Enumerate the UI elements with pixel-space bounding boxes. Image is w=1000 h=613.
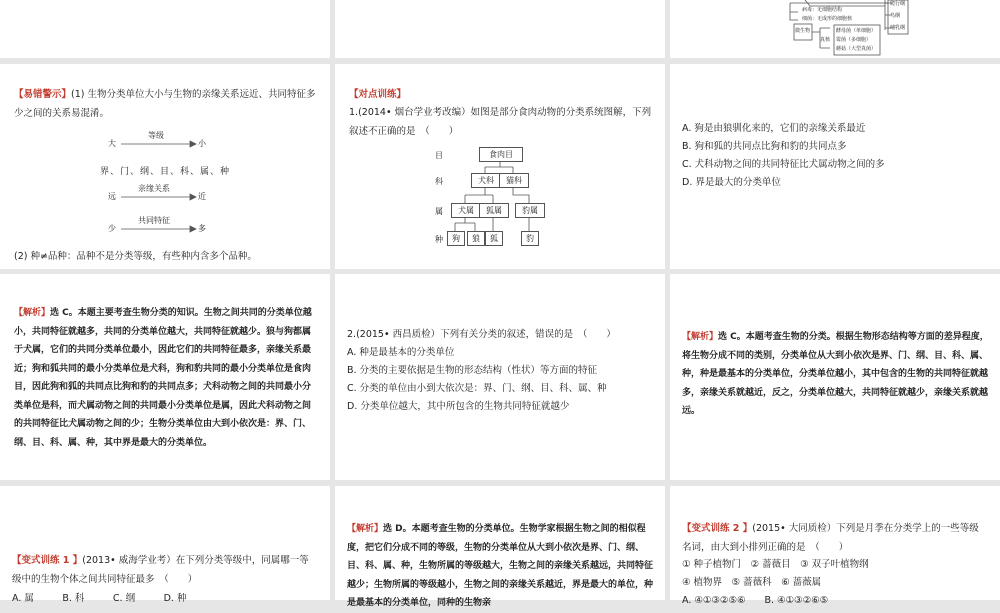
tree-text-virus: 病毒：无细胞结构	[802, 7, 843, 13]
node-panthera: 豹属	[515, 203, 545, 218]
node-leopard: 豹	[521, 231, 539, 246]
label-level: 等级	[148, 131, 164, 140]
tree-text-mushroom: 蘑菇（大型真菌）	[836, 46, 877, 52]
variant-2-text: 【变式训练 2 】(2015• 大同质检）下列是月季在分类学上的一些等级名词，由大到小排列正确的是 （ ）	[682, 523, 979, 553]
row-label-genus: 属	[435, 207, 443, 216]
label-small: 小	[198, 139, 206, 148]
row-label-family: 科	[435, 177, 443, 186]
tree-text-mold: 霉菌（多细胞）	[836, 37, 872, 43]
option-d: D. 界是最大的分类单位	[682, 177, 781, 188]
variant-2-items-2: ④ 植物界 ⑤ 蔷薇科 ⑥ 蔷薇属	[682, 577, 822, 588]
slide-analysis-1	[0, 274, 330, 480]
slide-variant-1	[0, 486, 330, 604]
slide-question-2	[335, 274, 665, 480]
warning-paragraph-2: (2) 种≠品种：品种不是分类等级，有些种内含多个品种。	[14, 251, 257, 262]
training-tag: 【对点训练】	[349, 89, 407, 100]
analysis-2-text: 【解析】选 C。本题考查生物的分类。根据生物形态结构等方面的差异程度，将生物分成不同的类别，分类单位从大到小依次是界、门、纲、目、科、属、种，种是最基本的分类单位，分类单位越小，其中包含的生物的共同特征就越多，亲缘关系就越近，反之，分类单位越大，共同特征就越少，亲缘关系就越远。	[682, 332, 989, 416]
tree-text-yeast: 酵母菌（单细胞）	[836, 28, 877, 34]
variant-2-items-1: ① 种子植物门 ② 蔷薇目 ③ 双子叶植物纲	[682, 559, 869, 570]
analysis-1-text: 【解析】选 C。本题主要考查生物分类的知识。生物之间共同的分类单位越小，共同特征就越多，共同的分类单位越大，共同特征就越少。狼与狗都属于犬属，它们的共同分类单位最小，因此它们的共同特征最多，亲缘关系最近；狗和狐共同的最小分类单位是犬科，狗和豹共同的最小分类单位是食肉目，因此狗和狐的共同点比狗和豹的共同点多；犬科动物之间的共同最小分类单位是科，而犬属动物之间的共同最小分类单位是属，因此犬科动物之间的共同特征比犬属动物之间的少；生物分类单位由大到小依次是：界、门、纲、目、科、属、种，其中界是最大的分类单位。	[14, 308, 312, 448]
label-far: 远	[108, 192, 116, 201]
slide-analysis-2	[670, 274, 1000, 480]
node-canis: 犬属	[451, 203, 481, 218]
slide-top-left	[0, 0, 330, 58]
option-c: C. 犬科动物之间的共同特征比犬属动物之间的多	[682, 159, 885, 170]
node-felidae: 猫科	[499, 173, 529, 188]
node-canidae: 犬科	[471, 173, 501, 188]
label-kinship: 亲缘关系	[138, 184, 170, 193]
tree-text-microbe: 微生物	[795, 28, 811, 34]
node-carnivora: 食肉目	[479, 147, 523, 162]
warning-tag: 【易错警示】	[14, 89, 72, 100]
variant-2-options: A. ④①③②⑤⑥ B. ④①③②⑥⑤	[682, 595, 829, 606]
option-b: B. 狗和狐的共同点比狗和豹的共同点多	[682, 141, 847, 152]
analysis-3-tag: 【解析】	[347, 524, 384, 534]
slide-training	[335, 64, 665, 269]
tree-text-mammal: 哺乳纲	[890, 25, 906, 31]
label-common: 共同特征	[138, 216, 170, 225]
question-2-option-a: A. 种是最基本的分类单位	[347, 347, 455, 358]
question-2-option-d: D. 分类单位越大，其中所包含的生物共同特征就越少	[347, 401, 570, 412]
slide-top-middle	[335, 0, 665, 58]
levels-list: 界、门、纲、目、科、属、种	[100, 167, 231, 177]
variant-1-tag: 【变式训练 1 】	[12, 555, 83, 566]
tree-text-eukaryote: 真核	[820, 37, 831, 43]
analysis-2-tag: 【解析】	[682, 332, 719, 342]
option-a: A. 狗是由狼驯化来的，它们的亲缘关系最近	[682, 123, 866, 134]
question-2-option-b: B. 分类的主要依据是生物的形态结构（性状）等方面的特征	[347, 365, 598, 376]
training-question: 1.(2014• 烟台学业考改编）如图是部分食肉动物的分类系统图解，下列叙述不正确的是 （ ）	[349, 107, 652, 137]
analysis-1-tag: 【解析】	[14, 308, 51, 318]
node-dog: 狗	[447, 231, 465, 246]
label-big: 大	[108, 139, 116, 148]
node-vulpes: 狐属	[479, 203, 509, 218]
slide-top-right	[670, 0, 1000, 58]
label-near: 近	[198, 192, 206, 201]
variant-2-tag: 【变式训练 2 】	[682, 523, 753, 534]
label-many: 多	[198, 224, 206, 233]
tree-text-reptile: 爬行纲	[890, 1, 906, 7]
row-label-order: 目	[435, 151, 443, 160]
node-fox: 狐	[485, 231, 503, 246]
slide-warning	[0, 64, 330, 269]
tree-text-bird: 鸟纲	[890, 13, 901, 19]
tree-text-bacteria: 细菌：无成形的细胞核	[802, 16, 853, 22]
slide-analysis-3	[335, 486, 665, 608]
question-2-stem: 2.(2015• 西昌质检）下列有关分类的叙述，错误的是 （ ）	[347, 329, 616, 340]
variant-1-options: A. 属 B. 科 C. 纲 D. 种	[12, 593, 187, 604]
row-label-species: 种	[435, 235, 443, 244]
variant-1-text: 【变式训练 1 】(2013• 威海学业考）在下列分类等级中，同属哪一等级中的生物个体之间共同特征最多 （ ）	[12, 555, 309, 585]
label-few: 少	[108, 224, 116, 233]
analysis-3-text: 【解析】选 D。本题考查生物的分类单位。生物学家根据生物之间的相似程度，把它们分成不同的等级，生物的分类单位从大到小依次是界、门、纲、目、科、属、种，生物所属的等级越大，生物之间的亲缘关系越远，共同特征越少；生物所属的等级越小，生物之间的亲缘关系越近，界是最大的单位，种是最基本的分类单位，同种的生物亲	[347, 524, 654, 608]
slide-options-1	[670, 64, 1000, 269]
question-2-option-c: C. 分类的单位由小到大依次是：界、门、纲、目、科、属、种	[347, 383, 607, 394]
warning-paragraph-1: 【易错警示】(1) 生物分类单位大小与生物的亲缘关系远近、共同特征多少之间的关系易混淆。	[14, 89, 316, 119]
node-wolf: 狼	[467, 231, 485, 246]
slide-variant-2	[670, 486, 1000, 606]
